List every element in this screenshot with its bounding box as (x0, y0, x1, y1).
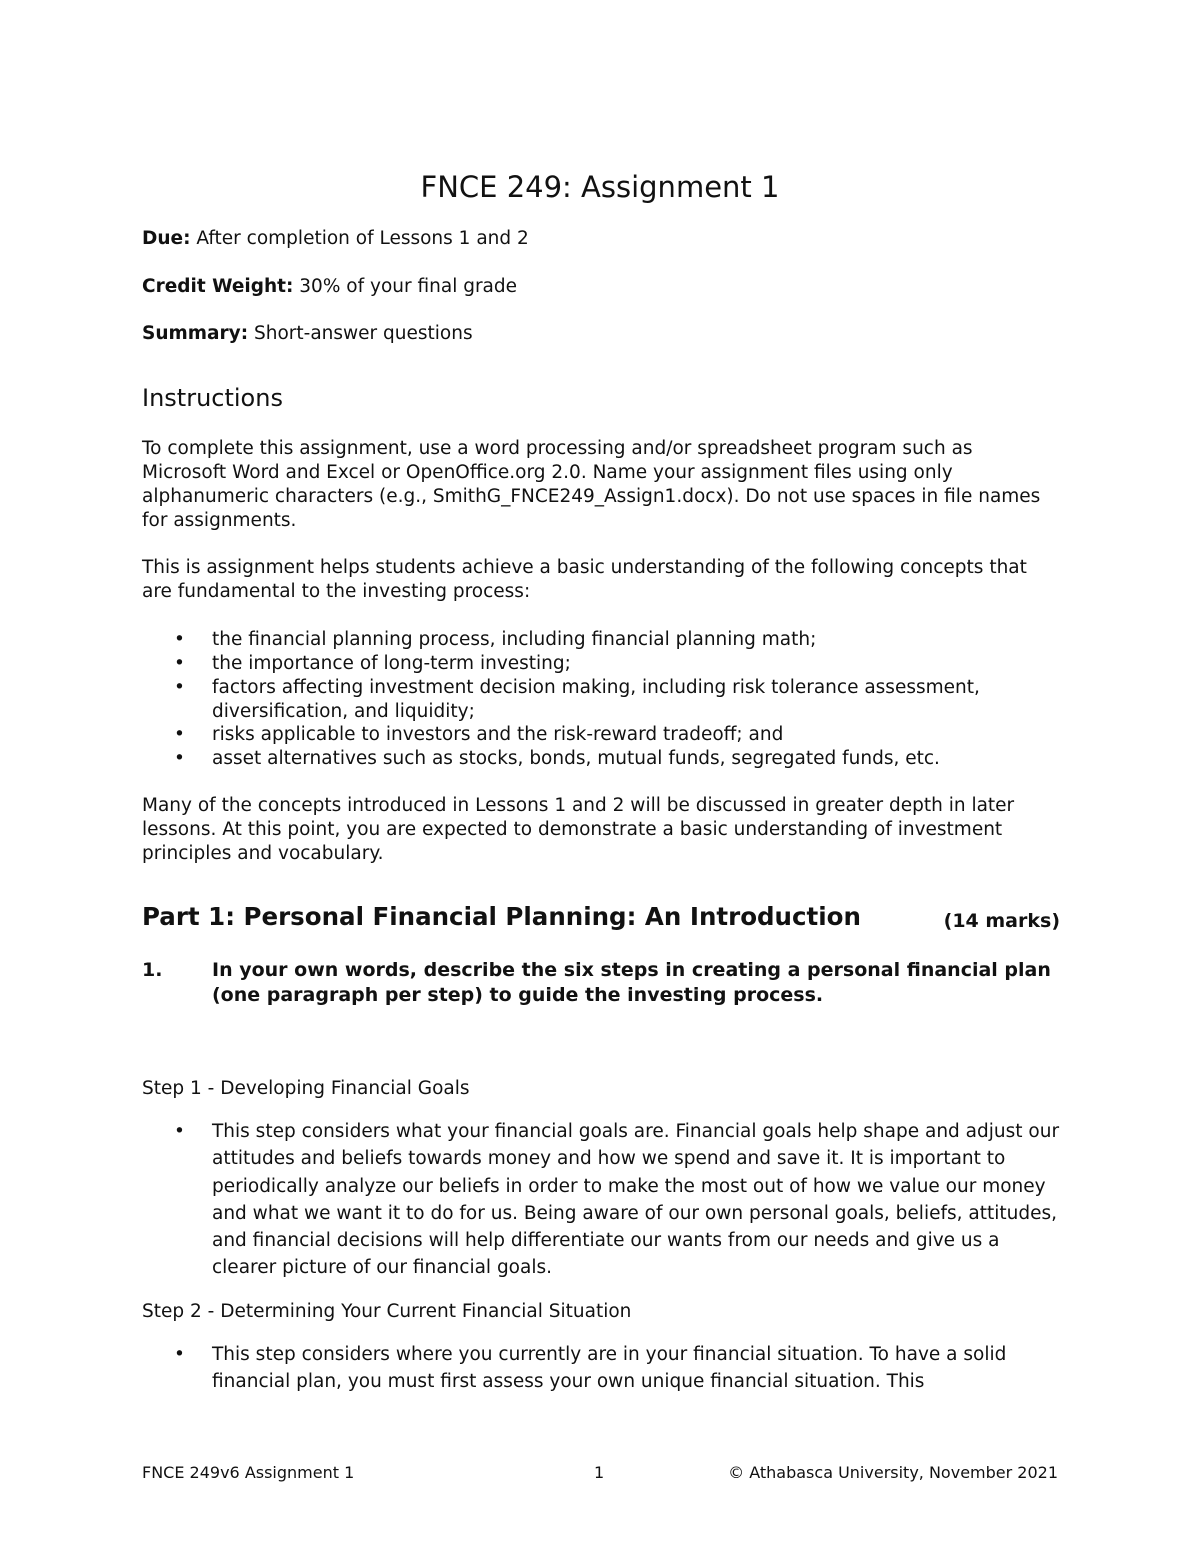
part-1-heading (142, 901, 1060, 933)
bullet-icon: • (174, 629, 185, 650)
due-value: After completion of Lessons 1 and 2 (190, 228, 529, 249)
bullet-text: factors affecting investment decision making, including risk tolerance assessment, diversification, and liquidity; (212, 677, 980, 722)
question-number: 1. (142, 959, 163, 981)
page-title: FNCE 249: Assignment 1 (420, 170, 780, 204)
summary-line (142, 322, 473, 346)
bullet-icon: • (174, 677, 185, 698)
bullet-text: the importance of long-term investing; (212, 653, 571, 674)
concept-bullet (142, 747, 1062, 771)
bullet-text: risks applicable to investors and the risk-reward tradeoff; and (212, 724, 784, 745)
due-line (142, 227, 529, 251)
instructions-paragraph-2: This is assignment helps students achieve a basic understanding of the following concepts that are fundamental to the investing process: (142, 557, 1027, 602)
credit-label: Credit Weight: (142, 276, 294, 297)
concept-bullet (142, 723, 1062, 747)
bullet-icon: • (174, 748, 185, 769)
instructions-paragraph-3: Many of the concepts introduced in Lessons 1 and 2 will be discussed in greater depth in later lessons. At this point, you are expected to demonstrate a basic understanding of investment principles and vocabulary. (142, 795, 1015, 864)
bullet-icon: • (174, 724, 185, 745)
instructions-heading: Instructions (142, 384, 283, 412)
footer-copyright: © Athabasca University, November 2021 (728, 1463, 1058, 1482)
credit-weight-line (142, 275, 517, 299)
concept-bullet (142, 652, 1062, 676)
bullet-icon: • (174, 1344, 185, 1365)
step-2-text: This step considers where you currently are in your financial situation. To have a solid financial plan, you must first assess your own unique financial situation. This (212, 1344, 1007, 1393)
part-1-title: Part 1: Personal Financial Planning: An Introduction (142, 902, 861, 931)
question-1 (142, 958, 1062, 1008)
bullet-icon: • (174, 1121, 185, 1142)
question-text: In your own words, describe the six steps in creating a personal financial plan (one paragraph per step) to guide the investing process. (212, 959, 1051, 1006)
bullet-text: the financial planning process, including financial planning math; (212, 629, 817, 650)
bullet-text: asset alternatives such as stocks, bonds, mutual funds, segregated funds, etc. (212, 748, 940, 769)
step-1-heading: Step 1 - Developing Financial Goals (142, 1078, 470, 1099)
footer-left: FNCE 249v6 Assignment 1 (142, 1463, 355, 1482)
summary-value: Short-answer questions (248, 323, 473, 344)
due-label: Due: (142, 228, 191, 249)
step-2-bullet (142, 1341, 1062, 1396)
step-1-bullet (142, 1118, 1062, 1282)
part-1-marks: (14 marks) (943, 910, 1060, 932)
instructions-paragraph-1: To complete this assignment, use a word processing and/or spreadsheet program such as Microsoft Word and Excel or OpenOffice.org 2.0. Name your assignment files using only alphanumeric characters (e.g., SmithG_FNCE249_Assign1.docx). Do not use spaces in file names for assignments. (142, 438, 1041, 531)
bullet-icon: • (174, 653, 185, 674)
concept-bullet (142, 628, 1062, 652)
summary-label: Summary: (142, 323, 249, 344)
step-1-text: This step considers what your financial goals are. Financial goals help shape and adjust our attitudes and beliefs towards money and how we spend and save it. It is important to periodically analyze our beliefs in order to make the most out of how we value our money and what we want it to do for us. Being aware of our own personal goals, beliefs, attitudes, and financial decisions will help differentiate our wants from our needs and give us a clearer picture of our financial goals. (212, 1121, 1060, 1279)
step-2-heading: Step 2 - Determining Your Current Financial Situation (142, 1301, 632, 1322)
credit-value: 30% of your final grade (293, 276, 518, 297)
concept-bullet (142, 676, 1062, 724)
footer-page-number: 1 (594, 1463, 605, 1482)
